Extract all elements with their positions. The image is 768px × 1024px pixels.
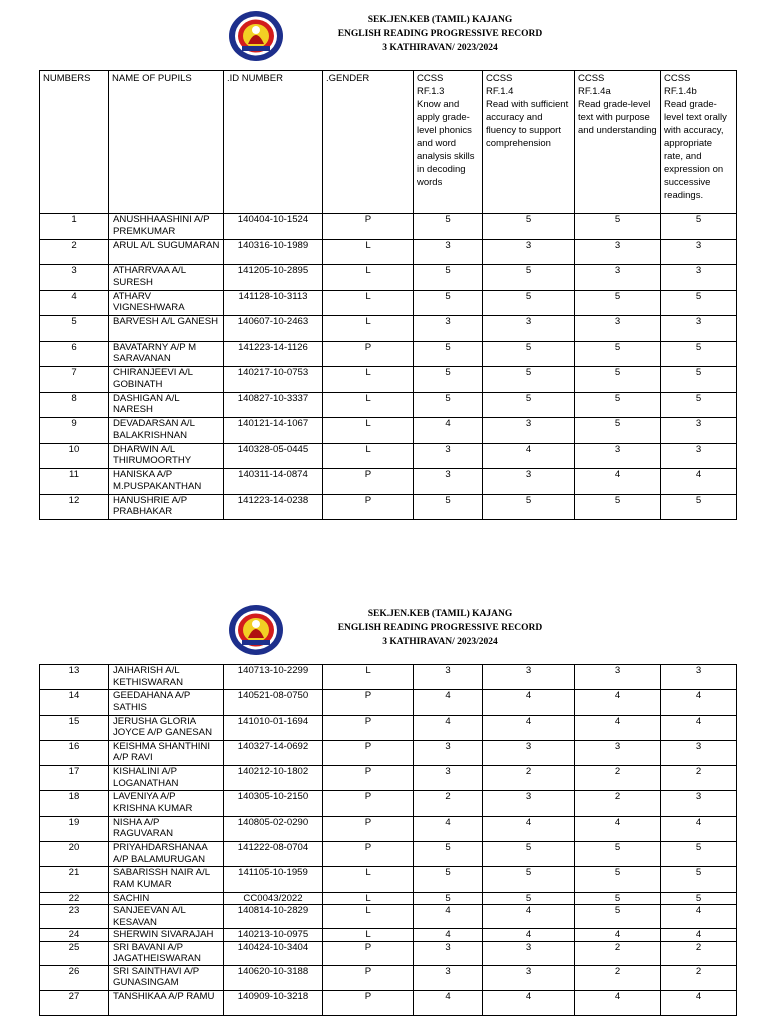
pupil-id: 141128-10-3113: [224, 290, 323, 316]
col-header-name: NAME OF PUPILS: [109, 71, 224, 214]
score-rf14a: 5: [575, 214, 661, 240]
score-rf13: 5: [414, 892, 483, 905]
pupil-gender: L: [323, 367, 414, 393]
pupil-id: 140328-05-0445: [224, 443, 323, 469]
score-rf14b: 2: [661, 766, 737, 791]
table-row: [40, 905, 737, 929]
score-rf14b: 4: [661, 469, 737, 495]
score-rf14b: 3: [661, 665, 737, 690]
table-row: [40, 418, 737, 444]
score-rf14b: 4: [661, 929, 737, 942]
pupil-name: ATHARV VIGNESHWARA: [109, 290, 224, 316]
pupil-gender: P: [323, 941, 414, 965]
score-rf14a: 3: [575, 316, 661, 342]
pupil-number: 13: [40, 665, 109, 690]
score-rf14: 5: [483, 842, 575, 867]
pupil-name: JERUSHA GLORIA JOYCE A/P GANESAN: [109, 715, 224, 740]
pupil-gender: P: [323, 469, 414, 495]
score-rf14a: 5: [575, 867, 661, 892]
score-rf13: 4: [414, 905, 483, 929]
pupil-name: ANUSHHAASHINI A/P PREMKUMAR: [109, 214, 224, 240]
score-rf14: 5: [483, 214, 575, 240]
pupil-number: 23: [40, 905, 109, 929]
score-rf14: 3: [483, 740, 575, 765]
pupil-gender: P: [323, 494, 414, 520]
score-rf14b: 5: [661, 842, 737, 867]
score-rf13: 3: [414, 941, 483, 965]
pupil-gender: L: [323, 443, 414, 469]
pupil-id: 140713-10-2299: [224, 665, 323, 690]
school-logo-icon: [228, 604, 284, 656]
score-rf14: 3: [483, 469, 575, 495]
pupil-number: 24: [40, 929, 109, 942]
score-rf14a: 5: [575, 905, 661, 929]
pupil-number: 14: [40, 690, 109, 715]
pupil-name: SHERWIN SIVARAJAH: [109, 929, 224, 942]
pupil-gender: P: [323, 842, 414, 867]
table-row: [40, 290, 737, 316]
pupil-gender: L: [323, 665, 414, 690]
score-rf14a: 4: [575, 816, 661, 841]
table-row: [40, 239, 737, 265]
table-row: [40, 892, 737, 905]
score-rf14: 2: [483, 766, 575, 791]
score-rf14a: 5: [575, 392, 661, 418]
pupil-number: 5: [40, 316, 109, 342]
score-rf14: 5: [483, 341, 575, 367]
pupil-number: 8: [40, 392, 109, 418]
table-row: [40, 867, 737, 892]
score-rf14: 3: [483, 791, 575, 816]
pupil-gender: P: [323, 766, 414, 791]
pupil-name: SRI BAVANI A/P JAGATHEISWARAN: [109, 941, 224, 965]
col-header-rf14: CCSS RF.1.4 Read with sufficient accuracy and fluency to support comprehension: [483, 71, 575, 214]
score-rf13: 3: [414, 665, 483, 690]
pupil-name: ARUL A/L SUGUMARAN: [109, 239, 224, 265]
pupil-number: 9: [40, 418, 109, 444]
table-row: [40, 341, 737, 367]
record-title: ENGLISH READING PROGRESSIVE RECORD: [337, 623, 543, 633]
pupil-name: BAVATARNY A/P M SARAVANAN: [109, 341, 224, 367]
pupil-number: 27: [40, 990, 109, 1015]
score-rf14b: 5: [661, 892, 737, 905]
score-rf14a: 4: [575, 690, 661, 715]
table-row: [40, 740, 737, 765]
table-row: [40, 494, 737, 520]
score-rf14a: 3: [575, 265, 661, 291]
score-rf13: 5: [414, 290, 483, 316]
pupil-id: 140909-10-3218: [224, 990, 323, 1015]
score-rf14b: 3: [661, 316, 737, 342]
table-row: [40, 392, 737, 418]
pupil-id: 140316-10-1989: [224, 239, 323, 265]
score-rf14: 5: [483, 265, 575, 291]
score-rf14: 4: [483, 905, 575, 929]
class-year: 3 KATHIRAVAN/ 2023/2024: [382, 637, 498, 647]
score-rf14b: 5: [661, 214, 737, 240]
table-row: [40, 929, 737, 942]
table-row: [40, 990, 737, 1015]
pupil-name: BARVESH A/L GANESH: [109, 316, 224, 342]
pupil-id: 140607-10-2463: [224, 316, 323, 342]
score-rf14: 4: [483, 990, 575, 1015]
score-rf13: 3: [414, 766, 483, 791]
pupil-number: 12: [40, 494, 109, 520]
score-rf14b: 5: [661, 367, 737, 393]
score-rf14: 3: [483, 965, 575, 990]
table-row: [40, 214, 737, 240]
score-rf13: 2: [414, 791, 483, 816]
score-rf14a: 2: [575, 766, 661, 791]
score-rf14a: 5: [575, 418, 661, 444]
pupil-gender: L: [323, 905, 414, 929]
score-rf14: 3: [483, 941, 575, 965]
pupil-name: PRIYAHDARSHANAA A/P BALAMURUGAN: [109, 842, 224, 867]
table-row: [40, 316, 737, 342]
pupil-name: GEEDAHANA A/P SATHIS: [109, 690, 224, 715]
pupil-number: 7: [40, 367, 109, 393]
pupil-number: 16: [40, 740, 109, 765]
pupil-number: 20: [40, 842, 109, 867]
pupil-id: 140212-10-1802: [224, 766, 323, 791]
score-rf13: 4: [414, 990, 483, 1015]
score-rf13: 4: [414, 816, 483, 841]
score-rf14a: 5: [575, 842, 661, 867]
pupil-id: 140305-10-2150: [224, 791, 323, 816]
school-name: SEK.JEN.KEB (TAMIL) KAJANG: [367, 15, 513, 25]
table-row: [40, 766, 737, 791]
pupil-gender: L: [323, 290, 414, 316]
pupil-id: 140424-10-3404: [224, 941, 323, 965]
pupil-name: CHIRANJEEVI A/L GOBINATH: [109, 367, 224, 393]
pupil-gender: L: [323, 929, 414, 942]
table-row: [40, 965, 737, 990]
table-row: [40, 816, 737, 841]
pupil-gender: L: [323, 867, 414, 892]
score-rf14a: 5: [575, 367, 661, 393]
school-name: SEK.JEN.KEB (TAMIL) KAJANG: [367, 609, 513, 619]
pupil-number: 18: [40, 791, 109, 816]
score-rf13: 5: [414, 367, 483, 393]
pupil-number: 11: [40, 469, 109, 495]
score-rf13: 5: [414, 392, 483, 418]
pupil-number: 19: [40, 816, 109, 841]
table-row: [40, 469, 737, 495]
score-rf14a: 2: [575, 965, 661, 990]
score-rf13: 4: [414, 690, 483, 715]
pupil-number: 4: [40, 290, 109, 316]
pupil-id: 141223-14-0238: [224, 494, 323, 520]
score-rf14a: 2: [575, 791, 661, 816]
score-rf14b: 4: [661, 905, 737, 929]
col-header-rf13: CCSS RF.1.3 Know and apply grade-level phonics and word analysis skills in decoding words: [414, 71, 483, 214]
pupil-id: 140213-10-0975: [224, 929, 323, 942]
score-rf13: 5: [414, 265, 483, 291]
pupil-gender: L: [323, 239, 414, 265]
pupil-name: SRI SAINTHAVI A/P GUNASINGAM: [109, 965, 224, 990]
pupil-gender: P: [323, 690, 414, 715]
score-rf14a: 2: [575, 941, 661, 965]
pupil-id: 141105-10-1959: [224, 867, 323, 892]
pupil-gender: P: [323, 214, 414, 240]
pupil-id: CC0043/2022: [224, 892, 323, 905]
pupil-id: 140311-14-0874: [224, 469, 323, 495]
score-rf14b: 4: [661, 715, 737, 740]
col-header-rf14b: CCSS RF.1.4b Read grade-level text orally with accuracy, appropriate rate, and expression on successive readings.: [661, 71, 737, 214]
pupil-gender: P: [323, 816, 414, 841]
score-rf14: 3: [483, 665, 575, 690]
pupil-gender: L: [323, 418, 414, 444]
pupil-name: SACHIN: [109, 892, 224, 905]
pupil-number: 6: [40, 341, 109, 367]
pupil-name: HANISKA A/P M.PUSPAKANTHAN: [109, 469, 224, 495]
pupil-id: 140620-10-3188: [224, 965, 323, 990]
score-rf14: 5: [483, 290, 575, 316]
score-rf13: 3: [414, 740, 483, 765]
score-rf14b: 5: [661, 341, 737, 367]
score-rf14b: 3: [661, 791, 737, 816]
score-rf14a: 4: [575, 929, 661, 942]
score-rf13: 3: [414, 469, 483, 495]
table-row: [40, 690, 737, 715]
pupil-id: 140217-10-0753: [224, 367, 323, 393]
score-rf14: 5: [483, 494, 575, 520]
score-rf14a: 3: [575, 239, 661, 265]
record-table-page2: [39, 664, 737, 1016]
pupil-gender: P: [323, 341, 414, 367]
score-rf14b: 5: [661, 290, 737, 316]
pupil-number: 2: [40, 239, 109, 265]
table-row: [40, 791, 737, 816]
pupil-name: ATHARRVAA A/L SURESH: [109, 265, 224, 291]
pupil-gender: L: [323, 392, 414, 418]
score-rf14a: 5: [575, 290, 661, 316]
score-rf13: 3: [414, 443, 483, 469]
score-rf14b: 2: [661, 965, 737, 990]
score-rf13: 5: [414, 214, 483, 240]
score-rf14b: 4: [661, 690, 737, 715]
score-rf14b: 4: [661, 990, 737, 1015]
pupil-id: 141222-08-0704: [224, 842, 323, 867]
pupil-id: 140404-10-1524: [224, 214, 323, 240]
score-rf14: 5: [483, 367, 575, 393]
pupil-number: 21: [40, 867, 109, 892]
pupil-name: DASHIGAN A/L NARESH: [109, 392, 224, 418]
score-rf14a: 3: [575, 443, 661, 469]
pupil-id: 141205-10-2895: [224, 265, 323, 291]
score-rf14b: 4: [661, 816, 737, 841]
col-header-numbers: NUMBERS: [40, 71, 109, 214]
page2-header: [0, 604, 768, 660]
score-rf14: 3: [483, 418, 575, 444]
score-rf13: 5: [414, 867, 483, 892]
score-rf14: 5: [483, 867, 575, 892]
pupil-id: 140827-10-3337: [224, 392, 323, 418]
record-table-page1: [39, 70, 737, 520]
pupil-id: 140521-08-0750: [224, 690, 323, 715]
pupil-id: 140327-14-0692: [224, 740, 323, 765]
score-rf14: 4: [483, 929, 575, 942]
col-header-rf14a: CCSS RF.1.4a Read grade-level text with purpose and understanding: [575, 71, 661, 214]
table-row: [40, 265, 737, 291]
score-rf14b: 3: [661, 443, 737, 469]
score-rf13: 4: [414, 418, 483, 444]
page1-header: [0, 10, 768, 66]
pupil-number: 25: [40, 941, 109, 965]
pupil-name: NISHA A/P RAGUVARAN: [109, 816, 224, 841]
score-rf14: 4: [483, 816, 575, 841]
score-rf13: 3: [414, 965, 483, 990]
pupil-number: 22: [40, 892, 109, 905]
pupil-number: 1: [40, 214, 109, 240]
score-rf14: 4: [483, 690, 575, 715]
score-rf14b: 5: [661, 867, 737, 892]
record-title: ENGLISH READING PROGRESSIVE RECORD: [337, 29, 543, 39]
pupil-gender: P: [323, 715, 414, 740]
pupil-gender: L: [323, 265, 414, 291]
col-header-id: .ID NUMBER: [224, 71, 323, 214]
pupil-name: KISHALINI A/P LOGANATHAN: [109, 766, 224, 791]
score-rf14: 3: [483, 316, 575, 342]
table-row: [40, 665, 737, 690]
score-rf14a: 4: [575, 990, 661, 1015]
school-logo-icon: [228, 10, 284, 62]
table-row: [40, 367, 737, 393]
pupil-name: DHARWIN A/L THIRUMOORTHY: [109, 443, 224, 469]
class-year: 3 KATHIRAVAN/ 2023/2024: [382, 43, 498, 53]
pupil-name: TANSHIKAA A/P RAMU: [109, 990, 224, 1015]
pupil-number: 26: [40, 965, 109, 990]
score-rf14: 5: [483, 892, 575, 905]
score-rf14a: 3: [575, 665, 661, 690]
pupil-gender: L: [323, 892, 414, 905]
score-rf14a: 4: [575, 715, 661, 740]
score-rf14b: 5: [661, 392, 737, 418]
pupil-name: HANUSHRIE A/P PRABHAKAR: [109, 494, 224, 520]
score-rf14a: 3: [575, 740, 661, 765]
pupil-id: 140121-14-1067: [224, 418, 323, 444]
score-rf13: 5: [414, 341, 483, 367]
score-rf14a: 5: [575, 892, 661, 905]
score-rf13: 3: [414, 239, 483, 265]
pupil-number: 17: [40, 766, 109, 791]
pupil-gender: P: [323, 965, 414, 990]
score-rf14b: 3: [661, 265, 737, 291]
pupil-id: 140805-02-0290: [224, 816, 323, 841]
table-row: [40, 941, 737, 965]
score-rf14a: 5: [575, 494, 661, 520]
score-rf14a: 4: [575, 469, 661, 495]
score-rf14b: 3: [661, 418, 737, 444]
pupil-number: 3: [40, 265, 109, 291]
pupil-id: 141223-14-1126: [224, 341, 323, 367]
pupil-name: KEISHMA SHANTHINI A/P RAVI: [109, 740, 224, 765]
pupil-number: 10: [40, 443, 109, 469]
score-rf14: 3: [483, 239, 575, 265]
pupil-id: 141010-01-1694: [224, 715, 323, 740]
pupil-name: SABARISSH NAIR A/L RAM KUMAR: [109, 867, 224, 892]
table-row: [40, 443, 737, 469]
score-rf14b: 3: [661, 740, 737, 765]
score-rf14: 5: [483, 392, 575, 418]
pupil-gender: P: [323, 791, 414, 816]
score-rf14b: 3: [661, 239, 737, 265]
score-rf13: 4: [414, 929, 483, 942]
pupil-name: LAVENIYA A/P KRISHNA KUMAR: [109, 791, 224, 816]
score-rf13: 3: [414, 316, 483, 342]
score-rf14a: 5: [575, 341, 661, 367]
pupil-number: 15: [40, 715, 109, 740]
pupil-gender: L: [323, 316, 414, 342]
pupil-gender: P: [323, 990, 414, 1015]
pupil-name: JAIHARISH A/L KETHISWARAN: [109, 665, 224, 690]
table-header-row: [40, 71, 737, 214]
table-row: [40, 842, 737, 867]
col-header-gender: .GENDER: [323, 71, 414, 214]
pupil-name: DEVADARSAN A/L BALAKRISHNAN: [109, 418, 224, 444]
score-rf14b: 2: [661, 941, 737, 965]
score-rf13: 5: [414, 494, 483, 520]
pupil-gender: P: [323, 740, 414, 765]
pupil-name: SANJEEVAN A/L KESAVAN: [109, 905, 224, 929]
score-rf14b: 5: [661, 494, 737, 520]
table-row: [40, 715, 737, 740]
pupil-id: 140814-10-2829: [224, 905, 323, 929]
score-rf14: 4: [483, 443, 575, 469]
score-rf13: 4: [414, 715, 483, 740]
score-rf14: 4: [483, 715, 575, 740]
score-rf13: 5: [414, 842, 483, 867]
